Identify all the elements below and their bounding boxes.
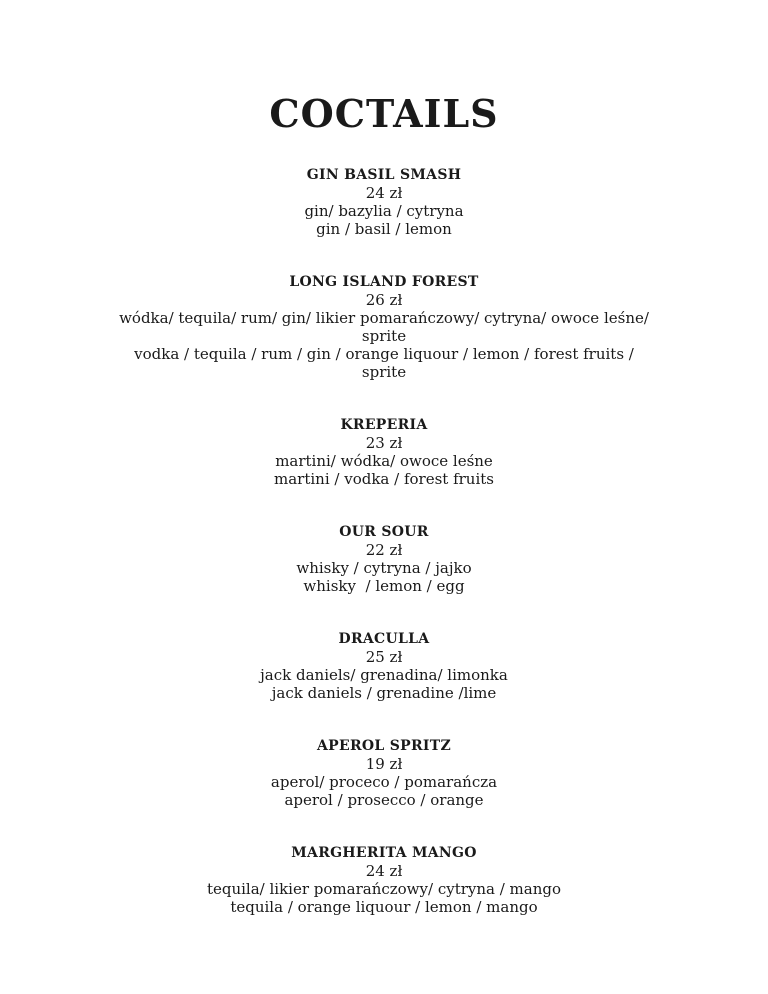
drink-price: 26 zł — [365, 291, 403, 309]
drink-margherita-mango — [84, 844, 684, 916]
drink-ingredients-pl: tequila/ likier pomarańczowy/ cytryna / mango — [206, 880, 562, 898]
menu-title: COCTAILS — [269, 91, 499, 136]
drink-ingredients-en-cont: sprite — [361, 363, 407, 381]
drink-name: KREPERIA — [340, 417, 428, 433]
drink-price: 25 zł — [365, 648, 403, 666]
drink-name: GIN BASIL SMASH — [306, 167, 462, 183]
drink-aperol-spritz — [84, 737, 684, 809]
drink-ingredients-en: whisky / lemon / egg — [303, 577, 465, 595]
drink-kreperia — [84, 416, 684, 488]
drink-ingredients-pl: gin/ bazylia / cytryna — [304, 202, 464, 220]
drink-ingredients-en: jack daniels / grenadine /lime — [271, 684, 497, 702]
drink-name: APEROL SPRITZ — [317, 738, 451, 754]
drink-ingredients-pl: jack daniels/ grenadina/ limonka — [260, 666, 508, 684]
drink-ingredients-pl: whisky / cytryna / jajko — [296, 559, 472, 577]
drink-ingredients-pl-cont: sprite — [361, 327, 407, 345]
drink-draculla — [84, 630, 684, 702]
drink-price: 19 zł — [365, 755, 403, 773]
drink-ingredients-en: vodka / tequila / rum / gin / orange liquour / lemon / forest fruits / — [134, 345, 634, 363]
drink-long-island-forest — [84, 273, 684, 381]
drink-ingredients-pl: wódka/ tequila/ rum/ gin/ likier pomarańczowy/ cytryna/ owoce leśne/ — [119, 309, 649, 327]
drink-price: 23 zł — [365, 434, 403, 452]
drink-name: DRACULLA — [338, 631, 430, 647]
drink-price: 22 zł — [365, 541, 403, 559]
drink-name: LONG ISLAND FOREST — [289, 274, 479, 290]
drink-ingredients-en: martini / vodka / forest fruits — [274, 470, 494, 488]
drink-name: MARGHERITA MANGO — [291, 845, 477, 861]
drink-our-sour — [84, 523, 684, 595]
drink-name: OUR SOUR — [339, 524, 429, 540]
drink-ingredients-pl: aperol/ proceco / pomarańcza — [270, 773, 498, 791]
drink-gin-basil-smash — [84, 166, 684, 238]
drink-ingredients-en: tequila / orange liquour / lemon / mango — [230, 898, 538, 916]
drink-ingredients-en: gin / basil / lemon — [316, 220, 452, 238]
drink-ingredients-pl: martini/ wódka/ owoce leśne — [275, 452, 493, 470]
drink-price: 24 zł — [365, 184, 403, 202]
drink-price: 24 zł — [365, 862, 403, 880]
drink-ingredients-en: aperol / prosecco / orange — [284, 791, 484, 809]
